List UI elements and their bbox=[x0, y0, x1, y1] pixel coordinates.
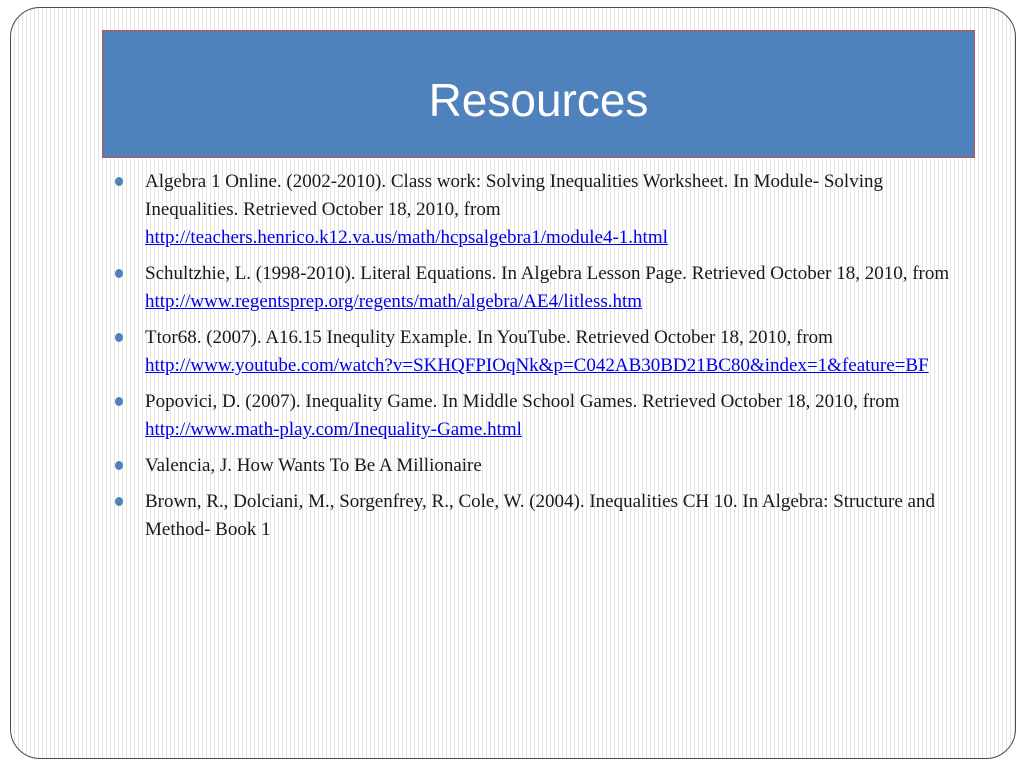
slide bbox=[10, 7, 1016, 759]
reference-text: Popovici, D. (2007). Inequality Game. In Middle School Games. Retrieved October 18, 2010, from bbox=[145, 391, 900, 412]
bullet-icon bbox=[115, 177, 123, 186]
bullet-icon bbox=[115, 269, 123, 278]
list-item bbox=[115, 452, 965, 480]
slide-title: Resources bbox=[428, 74, 649, 126]
reference-text: Valencia, J. How Wants To Be A Millionaire bbox=[145, 455, 482, 476]
reference-link[interactable]: http://teachers.henrico.k12.va.us/math/hcpsalgebra1/module4-1.html bbox=[145, 227, 668, 248]
bullet-icon bbox=[115, 497, 123, 506]
reference-text: Ttor68. (2007). A16.15 Inequlity Example. In YouTube. Retrieved October 18, 2010, from bbox=[145, 327, 833, 348]
list-item bbox=[115, 168, 965, 252]
bullet-icon bbox=[115, 461, 123, 470]
reference-text: Brown, R., Dolciani, M., Sorgenfrey, R., Cole, W. (2004). Inequalities CH 10. In Algebra: Structure and Method- Book 1 bbox=[145, 491, 935, 540]
references-list bbox=[115, 168, 965, 552]
bullet-icon bbox=[115, 397, 123, 406]
reference-link[interactable]: http://www.youtube.com/watch?v=SKHQFPIOqNk&p=C042AB30BD21BC80&index=1&feature=BF bbox=[145, 355, 929, 376]
reference-link[interactable]: http://www.regentsprep.org/regents/math/algebra/AE4/litless.htm bbox=[145, 291, 643, 312]
list-item bbox=[115, 488, 965, 544]
reference-text: Algebra 1 Online. (2002-2010). Class work: Solving Inequalities Worksheet. In Module- Solving Inequalities. Retrieved October 18, 2010, from bbox=[145, 171, 883, 220]
list-item bbox=[115, 260, 965, 316]
title-bar bbox=[102, 30, 975, 158]
list-item bbox=[115, 324, 965, 380]
bullet-icon bbox=[115, 333, 123, 342]
reference-text: Schultzhie, L. (1998-2010). Literal Equations. In Algebra Lesson Page. Retrieved October 18, 2010, from bbox=[145, 263, 950, 284]
list-item bbox=[115, 388, 965, 444]
reference-link[interactable]: http://www.math-play.com/Inequality-Game.html bbox=[145, 419, 522, 440]
